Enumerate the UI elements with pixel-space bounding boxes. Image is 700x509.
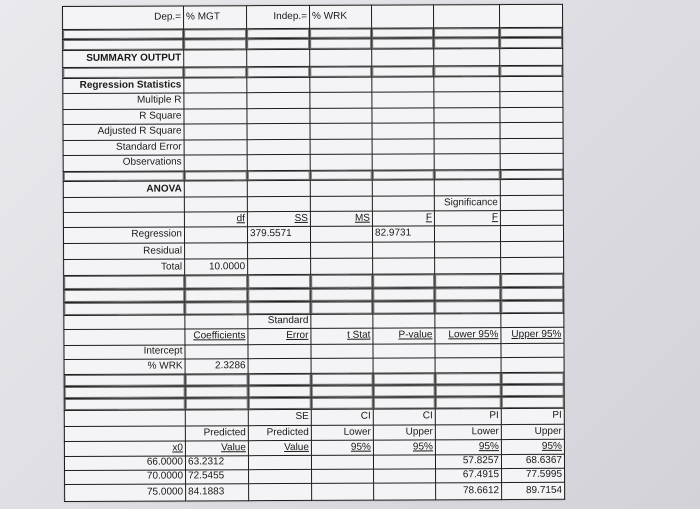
x0-cell[interactable]: 75.0000 — [65, 484, 186, 501]
empty-cell[interactable] — [374, 469, 436, 484]
prediction-row — [65, 482, 565, 501]
ci-lower-header-line2: Lower — [311, 425, 373, 441]
empty-cell[interactable] — [500, 180, 563, 196]
stat-label-observations: Observations — [63, 155, 184, 171]
empty-cell[interactable] — [310, 77, 372, 93]
empty-cell[interactable] — [435, 242, 501, 258]
f-header: F — [372, 211, 434, 226]
anova-f-cell[interactable]: 82.9731 — [372, 225, 434, 242]
empty-cell[interactable] — [247, 39, 310, 50]
empty-cell[interactable] — [501, 357, 564, 373]
empty-cell[interactable] — [372, 49, 434, 66]
empty-cell[interactable] — [500, 211, 563, 226]
pi-upper-cell[interactable]: 89.7154 — [502, 482, 565, 499]
empty-cell[interactable] — [310, 180, 372, 196]
pi-upper-header-line3: 95% — [501, 439, 564, 454]
empty-cell[interactable] — [500, 225, 563, 242]
anova-row-label: Total — [64, 259, 185, 276]
empty-cell[interactable] — [372, 38, 434, 49]
empty-cell[interactable] — [500, 122, 563, 138]
empty-cell[interactable] — [310, 66, 372, 77]
empty-cell[interactable] — [311, 344, 373, 359]
empty-cell[interactable] — [247, 196, 310, 212]
predicted-value-cell[interactable]: 63.2312 — [185, 455, 248, 470]
empty-cell[interactable] — [185, 301, 248, 314]
regression-statistics-title: Regression Statistics — [63, 78, 184, 94]
stat-label-adjusted-r-square: Adjusted R Square — [63, 124, 184, 140]
empty-cell[interactable] — [435, 287, 501, 300]
dep-label: Dep.= — [154, 11, 182, 23]
empty-cell[interactable] — [500, 138, 563, 154]
header-row — [63, 4, 563, 29]
empty-cell[interactable] — [311, 374, 373, 386]
empty-cell[interactable] — [247, 154, 310, 170]
empty-cell[interactable] — [434, 138, 500, 154]
df-header: df — [184, 212, 247, 227]
empty-cell[interactable] — [310, 154, 372, 170]
empty-cell[interactable] — [500, 65, 563, 76]
empty-cell[interactable] — [374, 483, 436, 500]
empty-cell[interactable] — [312, 469, 374, 484]
ci-upper-header-line3: 95% — [373, 440, 435, 455]
empty-cell[interactable] — [184, 28, 247, 39]
empty-cell[interactable] — [311, 385, 373, 397]
ms-header: MS — [310, 211, 372, 226]
anova-ms-cell[interactable] — [311, 258, 373, 275]
empty-cell[interactable] — [435, 300, 501, 313]
empty-cell[interactable] — [247, 181, 310, 197]
empty-cell[interactable] — [311, 314, 373, 329]
empty-cell[interactable] — [310, 123, 372, 139]
empty-cell[interactable] — [64, 302, 185, 316]
empty-cell[interactable] — [434, 180, 500, 196]
anova-row-label: Residual — [64, 243, 185, 259]
empty-cell[interactable] — [372, 169, 434, 180]
empty-cell[interactable] — [63, 197, 184, 213]
empty-cell[interactable] — [184, 196, 247, 212]
pi-lower-cell[interactable]: 78.6612 — [436, 483, 502, 500]
empty-cell[interactable] — [248, 344, 311, 359]
empty-cell[interactable] — [310, 28, 372, 39]
dep-value-cell[interactable]: % MGT — [184, 6, 247, 29]
empty-cell[interactable] — [500, 76, 563, 92]
empty-cell[interactable] — [248, 358, 311, 374]
empty-cell[interactable] — [434, 123, 500, 139]
empty-cell[interactable] — [434, 65, 500, 76]
significance-f-header: F — [434, 211, 500, 226]
empty-cell[interactable] — [373, 454, 435, 469]
empty-cell[interactable] — [372, 66, 434, 77]
empty-cell[interactable] — [247, 108, 310, 124]
empty-cell[interactable] — [434, 49, 500, 66]
empty-cell[interactable] — [248, 301, 311, 314]
empty-cell[interactable] — [435, 274, 501, 287]
empty-cell[interactable] — [501, 257, 564, 274]
empty-cell[interactable] — [501, 300, 564, 313]
indep-label: Indep.= — [273, 10, 308, 22]
empty-cell[interactable] — [373, 358, 435, 374]
empty-cell[interactable] — [435, 313, 501, 328]
empty-cell[interactable] — [64, 398, 185, 410]
coef-row-label: Intercept — [64, 345, 185, 360]
pi-upper-header-line1: PI — [501, 408, 564, 424]
empty-cell[interactable] — [372, 107, 434, 123]
empty-cell[interactable] — [373, 343, 435, 358]
empty-cell[interactable] — [184, 67, 247, 78]
empty-cell[interactable] — [500, 27, 563, 38]
p-value-header: P-value — [373, 328, 435, 344]
empty-cell[interactable] — [373, 301, 435, 314]
empty-cell[interactable] — [435, 397, 501, 409]
empty-cell[interactable] — [185, 374, 248, 386]
empty-cell[interactable] — [247, 50, 310, 67]
empty-cell[interactable] — [373, 397, 435, 409]
empty-cell[interactable] — [185, 288, 248, 301]
empty-cell[interactable] — [248, 386, 311, 398]
empty-cell[interactable] — [184, 39, 247, 50]
empty-cell[interactable] — [64, 275, 185, 289]
empty-cell[interactable] — [247, 139, 310, 155]
empty-cell[interactable] — [247, 28, 310, 39]
empty-cell[interactable] — [312, 483, 374, 500]
empty-cell[interactable] — [434, 169, 500, 180]
empty-cell[interactable] — [248, 398, 311, 410]
empty-cell[interactable] — [311, 455, 373, 470]
empty-cell[interactable] — [310, 49, 372, 66]
empty-cell[interactable] — [63, 212, 184, 227]
empty-cell[interactable] — [501, 343, 564, 358]
empty-cell[interactable] — [247, 123, 310, 139]
regression-worksheet-grid — [62, 4, 565, 502]
empty-cell[interactable] — [184, 77, 247, 93]
x0-cell[interactable]: 70.0000 — [65, 470, 186, 485]
empty-cell[interactable] — [501, 313, 564, 328]
empty-cell[interactable] — [501, 242, 564, 258]
empty-cell[interactable] — [499, 4, 562, 27]
empty-cell[interactable] — [63, 67, 184, 78]
upper-95-header: Upper 95% — [501, 327, 564, 343]
predicted-value-cell[interactable]: 72.5455 — [186, 470, 249, 485]
ci-lower-header-line3: 95% — [311, 440, 373, 455]
empty-cell[interactable] — [185, 398, 248, 410]
empty-cell[interactable] — [184, 93, 247, 109]
empty-cell[interactable] — [373, 385, 435, 397]
ci-lower-header-line1: CI — [311, 409, 373, 425]
predicted-header-line1: Predicted — [185, 425, 248, 441]
empty-cell[interactable] — [311, 397, 373, 409]
ci-upper-header-line1: CI — [373, 409, 435, 425]
empty-cell[interactable] — [311, 301, 373, 314]
empty-cell[interactable] — [500, 48, 563, 65]
anova-f-cell[interactable] — [373, 258, 435, 275]
empty-cell[interactable] — [63, 171, 184, 182]
predicted-header-line2: Value — [185, 441, 248, 456]
empty-cell[interactable] — [247, 92, 310, 108]
empty-cell[interactable] — [248, 374, 311, 386]
empty-cell[interactable] — [185, 410, 248, 426]
empty-cell[interactable] — [184, 50, 247, 67]
x0-header: x0 — [64, 441, 185, 456]
stat-label-standard-error: Standard Error — [63, 140, 184, 156]
empty-cell[interactable] — [248, 288, 311, 301]
empty-cell[interactable] — [373, 274, 435, 287]
empty-cell[interactable] — [435, 373, 501, 385]
empty-cell[interactable] — [501, 287, 564, 300]
anova-ms-cell[interactable] — [310, 226, 372, 243]
empty-cell[interactable] — [64, 315, 185, 330]
empty-cell[interactable] — [373, 287, 435, 300]
empty-cell[interactable] — [310, 108, 372, 124]
empty-cell[interactable] — [310, 92, 372, 108]
empty-cell[interactable] — [372, 92, 434, 108]
empty-cell[interactable] — [64, 374, 185, 386]
empty-cell[interactable] — [184, 108, 247, 124]
empty-cell[interactable] — [434, 225, 500, 242]
empty-cell[interactable] — [371, 5, 433, 28]
empty-cell[interactable] — [249, 484, 312, 501]
empty-cell[interactable] — [372, 138, 434, 154]
empty-cell[interactable] — [435, 358, 501, 374]
predicted-value-cell[interactable]: 84.1883 — [186, 484, 249, 501]
anova-title: ANOVA — [63, 181, 184, 197]
pi-lower-header-line2: Lower — [435, 424, 501, 440]
anova-f-cell[interactable] — [373, 242, 435, 258]
anova-ss-cell[interactable]: 379.5571 — [247, 226, 310, 243]
empty-cell[interactable] — [434, 107, 500, 123]
empty-cell[interactable] — [433, 5, 499, 28]
x0-cell[interactable]: 66.0000 — [64, 455, 185, 470]
se-header-line1: SE — [248, 410, 311, 426]
pi-lower-cell[interactable]: 67.4915 — [436, 468, 502, 483]
empty-cell[interactable] — [500, 169, 563, 180]
empty-cell[interactable] — [501, 397, 564, 409]
t-stat-header: t Stat — [311, 328, 373, 344]
empty-cell[interactable] — [500, 153, 563, 169]
empty-cell[interactable] — [64, 329, 185, 345]
empty-cell[interactable] — [373, 314, 435, 329]
empty-cell[interactable] — [184, 155, 247, 171]
empty-cell[interactable] — [63, 39, 184, 50]
standard-error-header-line2: Error — [248, 329, 311, 345]
empty-cell[interactable] — [310, 196, 372, 212]
summary-output-title: SUMMARY OUTPUT — [63, 50, 184, 67]
anova-row-label: Regression — [63, 227, 184, 244]
empty-cell[interactable] — [501, 385, 564, 397]
empty-cell[interactable] — [64, 386, 185, 398]
coef-value-cell[interactable] — [185, 344, 248, 359]
empty-cell[interactable] — [500, 107, 563, 123]
coefficients-header: Coefficients — [185, 329, 248, 345]
empty-cell[interactable] — [500, 195, 563, 211]
empty-cell[interactable] — [185, 275, 248, 288]
empty-cell[interactable] — [501, 373, 564, 385]
empty-cell[interactable] — [372, 76, 434, 92]
empty-cell[interactable] — [372, 28, 434, 39]
coef-value-cell[interactable]: 2.3286 — [185, 359, 248, 375]
empty-cell[interactable] — [311, 358, 373, 374]
empty-cell[interactable] — [372, 180, 434, 196]
pi-upper-cell[interactable]: 68.6367 — [501, 454, 564, 469]
empty-cell[interactable] — [248, 455, 311, 470]
se-header-line3: Value — [248, 441, 311, 456]
stat-label-r-square: R Square — [63, 109, 184, 125]
empty-cell[interactable] — [247, 66, 310, 77]
empty-cell[interactable] — [248, 275, 311, 288]
empty-cell[interactable] — [184, 139, 247, 155]
empty-cell[interactable] — [372, 154, 434, 170]
indep-value-cell[interactable]: % WRK — [309, 5, 371, 28]
empty-cell[interactable] — [434, 76, 500, 92]
anova-ss-cell[interactable] — [248, 243, 311, 259]
empty-cell[interactable] — [372, 196, 434, 212]
anova-ss-cell[interactable] — [248, 258, 311, 275]
empty-cell[interactable] — [247, 77, 310, 93]
empty-cell[interactable] — [184, 124, 247, 140]
empty-cell[interactable] — [434, 27, 500, 38]
ci-upper-header-line2: Upper — [373, 425, 435, 441]
pi-lower-header-line1: PI — [435, 409, 501, 425]
anova-df-cell[interactable]: 10.0000 — [185, 258, 248, 275]
empty-cell[interactable] — [500, 91, 563, 107]
empty-cell[interactable] — [500, 38, 563, 49]
anova-ms-cell[interactable] — [311, 242, 373, 258]
pi-lower-cell[interactable]: 57.8257 — [435, 454, 501, 469]
empty-cell[interactable] — [373, 373, 435, 385]
worksheet-photo — [62, 4, 564, 502]
empty-cell[interactable] — [310, 139, 372, 155]
empty-cell[interactable] — [310, 170, 372, 181]
empty-cell[interactable] — [64, 289, 185, 303]
empty-cell[interactable] — [435, 385, 501, 397]
empty-cell[interactable] — [501, 274, 564, 287]
empty-cell[interactable] — [63, 29, 184, 40]
empty-cell[interactable] — [434, 92, 500, 108]
coef-row-label: % WRK — [64, 359, 185, 375]
lower-95-header: Lower 95% — [435, 328, 501, 344]
se-header-line2: Predicted — [248, 425, 311, 441]
significance-header: Significance — [434, 195, 500, 211]
empty-cell[interactable] — [311, 288, 373, 301]
empty-cell[interactable] — [64, 426, 185, 442]
empty-cell[interactable] — [310, 39, 372, 50]
ss-header: SS — [247, 212, 310, 227]
empty-cell[interactable] — [372, 123, 434, 139]
empty-cell[interactable] — [247, 170, 310, 181]
empty-cell[interactable] — [435, 343, 501, 358]
standard-error-header: Standard — [248, 314, 311, 329]
empty-cell[interactable] — [434, 154, 500, 170]
pi-upper-cell[interactable]: 77.5995 — [502, 468, 565, 483]
pi-upper-header-line2: Upper — [501, 424, 564, 440]
empty-cell[interactable] — [249, 469, 312, 484]
anova-df-cell[interactable] — [185, 243, 248, 259]
anova-df-cell[interactable] — [184, 226, 247, 243]
empty-cell[interactable] — [311, 275, 373, 288]
empty-cell[interactable] — [435, 257, 501, 274]
empty-cell[interactable] — [64, 410, 185, 426]
empty-cell[interactable] — [185, 314, 248, 329]
empty-cell[interactable] — [184, 170, 247, 181]
stat-label-multiple-r: Multiple R — [63, 93, 184, 109]
empty-cell[interactable] — [185, 386, 248, 398]
empty-cell[interactable] — [434, 38, 500, 49]
pi-lower-header-line3: 95% — [435, 440, 501, 455]
empty-cell[interactable] — [184, 181, 247, 197]
